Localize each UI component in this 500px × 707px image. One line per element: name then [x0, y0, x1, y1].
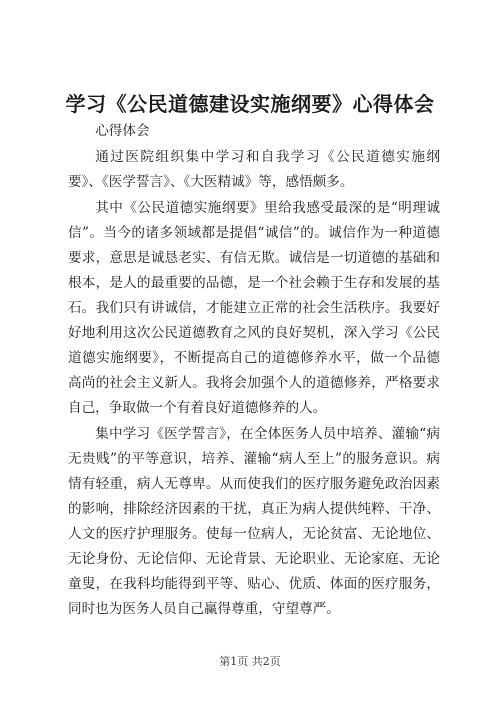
document-body: [68, 119, 440, 623]
document-title: 学习《公民道德建设实施纲要》心得体会: [65, 92, 435, 116]
body-paragraph: 集中学习《医学誓言》，在全体医务人员中培养、灌输“病无贵贱”的平等意识，培养、灌输“病人至上”的服务意识。病情有轻重，病人无尊卑。从而使我们的医疗服务避免政治因素的影响，排除经济因素的干扰，真正为病人提供纯粹、干净、人文的医疗护理服务。使每一位病人，无论贫富、无论地位、无论身份、无论信仰、无论背景、无论职业、无论家庭、无论童叟，在我科均能得到平等、贴心、优质、体面的医疗服务，同时也为医务人员自己赢得尊重，守望尊严。: [68, 426, 440, 617]
page-number: 第1页 共2页: [219, 655, 281, 668]
section-subhead: 心得体会: [95, 123, 150, 139]
body-paragraph: 通过医院组织集中学习和自我学习《公民道德实施纲要》、《医学誓言》、《大医精诚》等，感悟颇多。: [68, 149, 440, 190]
body-paragraph: 其中《公民道德实施纲要》里给我感受最深的是“明理诚信”。当今的诸多领域都是提倡“诚信”的。诚信作为一种道德要求，意思是诚恳老实、有信无欺。诚信是一切道德的基础和根本，是人的最重要的品德，是一个社会赖于生存和发展的基石。我们只有讲诚信，才能建立正常的社会生活秩序。我要好好地利用这次公民道德教育之风的良好契机，深入学习《公民道德实施纲要》，不断提高自己的道德修养水平，做一个品德高尚的社会主义新人。我将会加强个人的道德修养，严格要求自己，争取做一个有着良好道德修养的人。: [68, 200, 440, 416]
